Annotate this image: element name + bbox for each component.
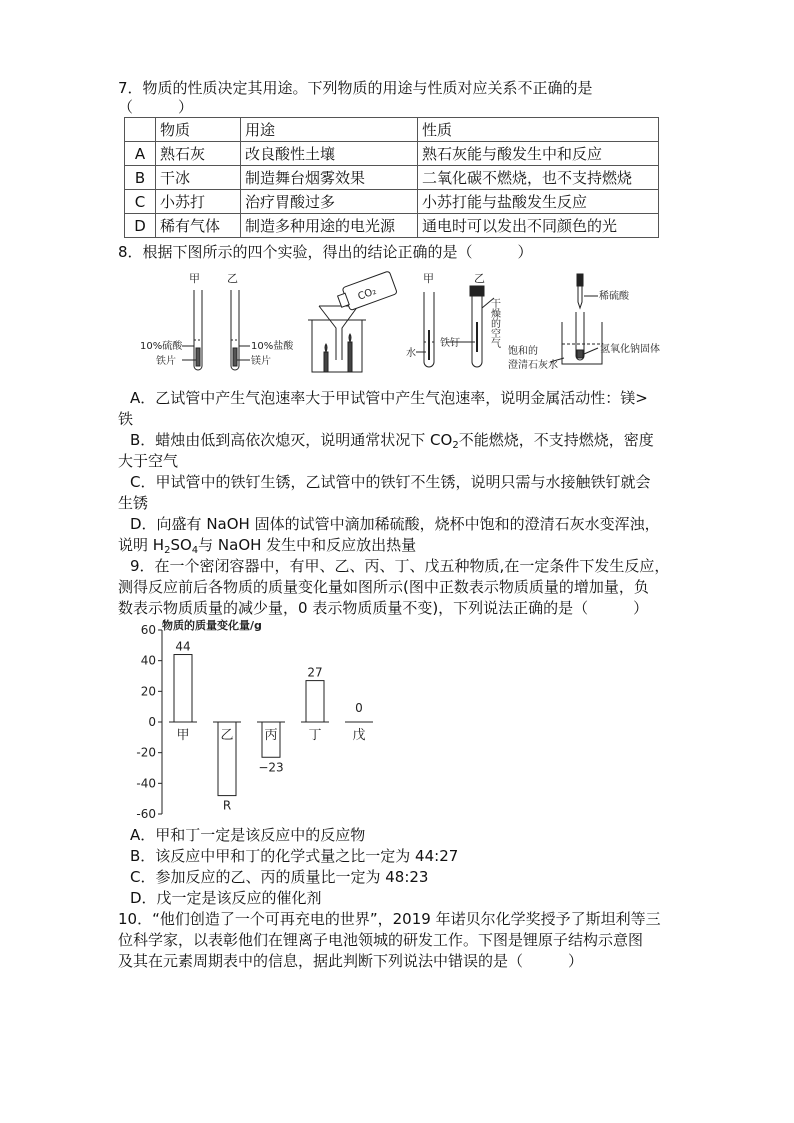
table-header-cell: 性质	[418, 118, 659, 142]
q10-line-2: 位科学家，以表彰他们在锂离子电池领城的研发工作。下图是锂原子结构示意图	[118, 931, 644, 949]
y-tick-label: -20	[136, 745, 156, 760]
q7-blank: （ ）	[118, 98, 194, 116]
y-tick-label: 0	[148, 715, 156, 729]
y-tick-label: 60	[140, 623, 156, 637]
table-cell: 小苏打	[156, 190, 241, 214]
q8-option-a-cont: 铁	[118, 410, 134, 428]
label-acid-2: 10%盐酸	[251, 341, 294, 352]
candle-high	[348, 342, 352, 372]
q10-line-1: 10．“他们创造了一个可再充电的世界”，2019 年诺贝尔化学奖授予了斯坦利等三	[118, 910, 661, 928]
category-label: 丁	[308, 728, 322, 743]
q9-option-d: D．戊一定是该反应的催化剂	[130, 889, 322, 907]
chart-title: 物质的质量变化量/g	[162, 619, 262, 632]
y-tick-label: -40	[136, 776, 156, 791]
data-label: 27	[307, 665, 323, 680]
label-water: 水	[406, 348, 416, 359]
table-cell: 治疗胃酸过多	[241, 190, 418, 214]
data-label: 44	[175, 639, 191, 654]
y-tick-label: -60	[136, 807, 156, 821]
bar	[306, 681, 324, 722]
q9-stem-3: 数表示物质质量的减少量，0 表示物质质量不变)，下列说法正确的是（ ）	[118, 599, 649, 617]
q10-line-3: 及其在元素周期表中的信息，据此判断下列说法中错误的是（ ）	[118, 952, 584, 970]
q8-option-d: D．向盛有 NaOH 固体的试管中滴加稀硫酸，烧杯中饱和的澄清石灰水变浑浊，	[130, 515, 660, 533]
label-jia-1: 甲	[189, 272, 200, 285]
label-acid-1: 10%硫酸	[140, 341, 183, 352]
table-cell: A	[125, 142, 156, 166]
q8-option-b-cont: 大于空气	[118, 452, 179, 470]
y-tick-label: 40	[140, 653, 156, 668]
q9-option-a: A．甲和丁一定是该反应中的反应物	[130, 826, 366, 844]
table-cell: 改良酸性土壤	[241, 142, 418, 166]
q9-bar-chart	[128, 616, 388, 824]
table-cell: 熟石灰	[156, 142, 241, 166]
table-cell: D	[125, 214, 156, 238]
q8-option-c-cont: 生锈	[118, 494, 149, 512]
stopper	[470, 286, 484, 296]
q8-experiment-figure	[136, 268, 688, 380]
experiment-3	[406, 272, 501, 367]
table-row	[125, 166, 659, 190]
q8-option-b: B．蜡烛由低到高依次熄灭，说明通常状况下 $CO_2$不能燃烧，不支持燃烧，密度	[130, 431, 654, 451]
category-label: 乙	[220, 728, 234, 743]
data-label: 0	[355, 701, 363, 715]
bar-group	[174, 655, 324, 796]
label-nail: 铁钉	[440, 338, 460, 349]
y-tick-group	[136, 623, 162, 821]
experiment-2	[308, 271, 397, 372]
table-header-row	[125, 118, 659, 142]
dropper-bulb	[577, 274, 583, 286]
table-header-cell: 用途	[241, 118, 418, 142]
iron-strip	[196, 348, 200, 366]
candle-low	[324, 352, 328, 372]
table-cell: 制造舞台烟雾效果	[241, 166, 418, 190]
table-cell: 通电时可以发出不同颜色的光	[418, 214, 659, 238]
table-cell: 熟石灰能与酸发生中和反应	[418, 142, 659, 166]
label-yi-1: 乙	[227, 272, 238, 285]
label-co2: CO₂	[356, 285, 378, 303]
table-cell: 稀有气体	[156, 214, 241, 238]
q9-option-b: B．该反应中甲和丁的化学式量之比一定为 44:27	[130, 847, 459, 865]
label-saturated: 饱和的	[508, 346, 538, 357]
category-label: 丙	[264, 728, 278, 743]
bar	[174, 655, 192, 722]
table-cell: B	[125, 166, 156, 190]
table-header-cell: 物质	[156, 118, 241, 142]
experiment-4	[508, 274, 660, 371]
q9-stem-2: 测得反应前后各物质的质量变化量如图所示(图中正数表示物质质量的增加量，负	[118, 578, 649, 596]
table-cell: 二氧化碳不燃烧，也不支持燃烧	[418, 166, 659, 190]
q8-option-c: C．甲试管中的铁钉生锈，乙试管中的铁钉不生锈，说明只需与水接触铁钉就会	[130, 473, 651, 491]
table-cell: 小苏打能与盐酸发生反应	[418, 190, 659, 214]
label-dry-air: 干燥的空气	[488, 298, 500, 348]
data-label: R	[222, 798, 232, 813]
magnesium-strip	[233, 348, 237, 366]
label-naoh-solid: 氢氧化钠固体	[600, 344, 660, 355]
label-jia-2: 甲	[423, 272, 434, 285]
table-header-cell	[125, 118, 156, 142]
q8-option-d-cont: 说明 $H_2SO_4$与 NaOH 发生中和反应放出热量	[118, 536, 417, 556]
table-cell: 干冰	[156, 166, 241, 190]
table-cell: C	[125, 190, 156, 214]
category-label-group	[176, 727, 365, 743]
table-cell: 制造多种用途的电光源	[241, 214, 418, 238]
q9-option-c: C．参加反应的乙、丙的质量比一定为 48:23	[130, 868, 429, 886]
q8-option-a: A．乙试管中产生气泡速率大于甲试管中产生气泡速率，说明金属活动性：镁>	[130, 389, 648, 407]
label-yi-2: 乙	[474, 272, 485, 285]
y-tick-label: 20	[140, 684, 156, 699]
q8-stem: 8．根据下图所示的四个实验，得出的结论正确的是（ ）	[118, 243, 533, 261]
q7-stem: 7．物质的性质决定其用途。下列物质的用途与性质对应关系不正确的是	[118, 79, 593, 97]
q7-table	[124, 117, 659, 238]
label-magnesium: 镁片	[251, 356, 271, 367]
label-iron: 铁片	[156, 356, 176, 367]
table-row	[125, 142, 659, 166]
q9-stem-1: 9．在一个密闭容器中，有甲、乙、丙、丁、戊五种物质,在一定条件下发生反应，	[130, 557, 670, 575]
category-label: 甲	[176, 728, 190, 743]
data-label: −23	[258, 760, 284, 775]
table-row	[125, 214, 659, 238]
table-row	[125, 190, 659, 214]
category-label: 戊	[352, 728, 366, 743]
label-limewater: 澄清石灰水	[508, 360, 558, 371]
label-dilute-acid: 稀硫酸	[599, 291, 629, 302]
experiment-1	[140, 272, 294, 370]
